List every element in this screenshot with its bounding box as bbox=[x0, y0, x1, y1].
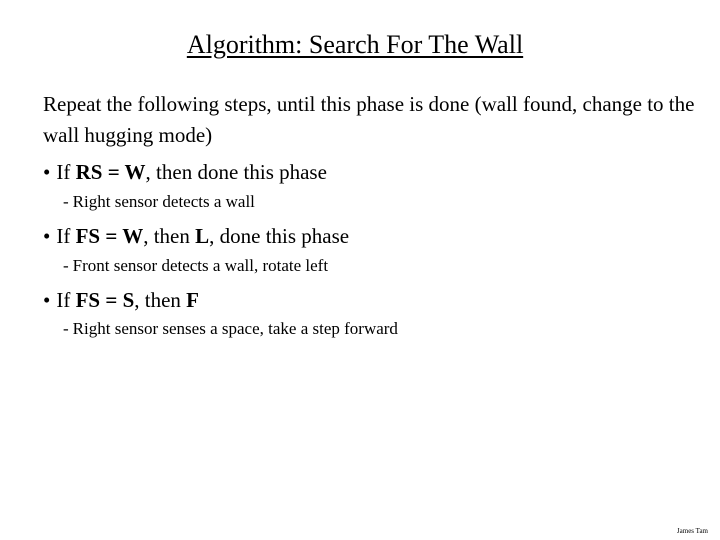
bullet-condition: RS = W bbox=[75, 160, 146, 184]
footer-author: James Tam bbox=[676, 527, 708, 535]
bullet-suffix: , then bbox=[143, 224, 196, 248]
bullet-action: F bbox=[186, 288, 199, 312]
sub-bullet-marker: - bbox=[63, 256, 69, 275]
sub-bullet-fs-wall bbox=[63, 255, 703, 277]
sub-bullet-text: Front sensor detects a wall, rotate left bbox=[72, 256, 329, 275]
slide-title: Algorithm: Search For The Wall bbox=[186, 30, 524, 59]
bullet-marker: • bbox=[43, 160, 51, 184]
bullet-marker: • bbox=[43, 288, 51, 312]
sub-bullet-text: Right sensor senses a space, take a step forward bbox=[72, 319, 398, 338]
bullet-action: L bbox=[195, 224, 210, 248]
bullet-suffix: , then done this phase bbox=[145, 160, 327, 184]
bullet-prefix: If bbox=[56, 224, 76, 248]
bullet-marker: • bbox=[43, 224, 51, 248]
intro-paragraph: Repeat the following steps, until this phase is done (wall found, change to the wall hugging mode) bbox=[43, 92, 695, 147]
bullet-condition: FS = W bbox=[75, 224, 144, 248]
sub-bullet-rs-wall bbox=[63, 191, 703, 213]
sub-bullet-marker: - bbox=[63, 319, 69, 338]
sub-bullet-fs-space bbox=[63, 318, 703, 340]
bullet-condition: FS = S bbox=[75, 288, 135, 312]
bullet-prefix: If bbox=[56, 160, 76, 184]
bullet-tail: , done this phase bbox=[209, 224, 350, 248]
sub-bullet-marker: - bbox=[63, 192, 69, 211]
bullet-fs-wall bbox=[43, 223, 703, 249]
bullet-fs-space bbox=[43, 287, 703, 313]
bullet-rs-wall bbox=[43, 159, 703, 185]
bullet-suffix: , then bbox=[134, 288, 187, 312]
bullet-prefix: If bbox=[56, 288, 76, 312]
sub-bullet-text: Right sensor detects a wall bbox=[72, 192, 255, 211]
